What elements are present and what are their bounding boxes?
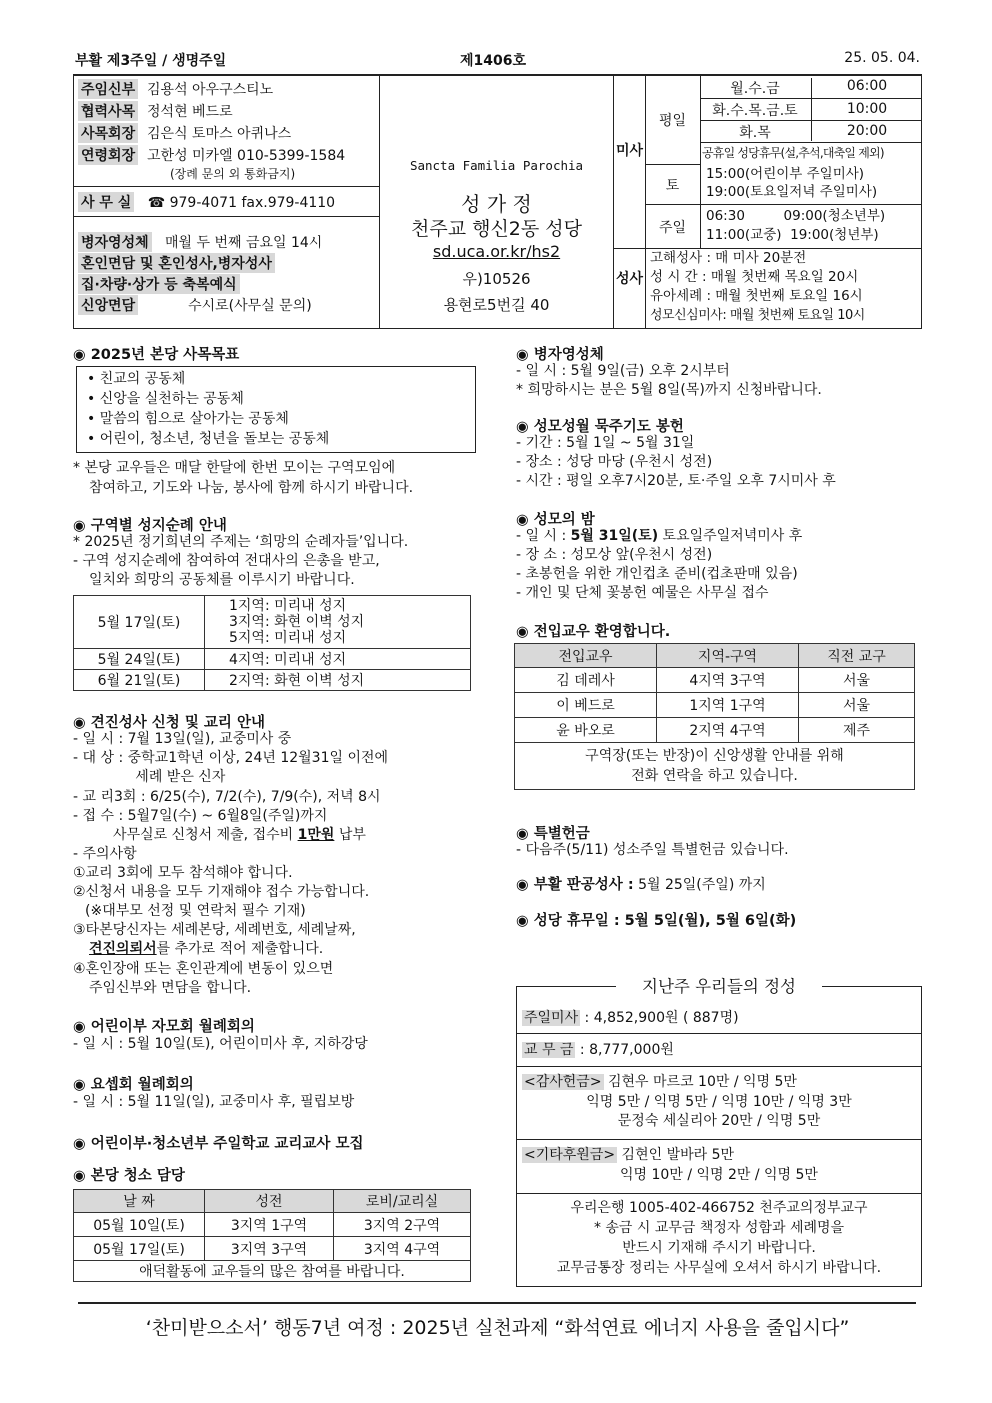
- rosary-title: ◉ 성모성월 묵주기도 봉헌: [516, 419, 684, 435]
- goals-note-2: 참여하고, 기도와 나눔, 봉사에 함께 하시기 바랍니다.: [89, 480, 414, 496]
- kids-meeting-date: - 일 시 : 5월 10일(토), 어린이미사 후, 지하강당: [73, 1036, 368, 1052]
- marian-mass-time: 성모신심미사: 매월 첫번째 토요일 10시: [650, 308, 865, 323]
- joseph-date: - 일 시 : 5월 11일(일), 교중미사 후, 필립보방: [73, 1094, 355, 1110]
- mass-row-3: 화.목 20:00: [700, 120, 921, 143]
- mary-night-candle: - 초봉헌을 위한 개인컵초 준비(컵초판매 있음): [516, 566, 798, 582]
- weekday-label: 평일: [645, 76, 701, 165]
- mass-label: 미사: [614, 76, 646, 249]
- table-header: 날 짜 성전 로비/교리실: [74, 1190, 471, 1213]
- issue-date: 25. 05. 04.: [844, 50, 920, 66]
- confirm-notes-title: - 주의사항: [73, 846, 137, 862]
- baptism-time: 유아세례 : 매월 첫번째 토요일 16시: [650, 288, 863, 304]
- indulgence-line: ◉ 부활 판공성사 : 5월 25일(주일) 까지: [516, 877, 766, 893]
- elder-contact: 고한성 미카엘 010-5399-1584: [147, 148, 346, 164]
- office-phone: 979-4071 fax.979-4110: [169, 195, 336, 211]
- liturgical-day: 부활 제3주일 / 생명주일: [75, 53, 227, 69]
- confirm-note-4b: 주임신부와 면담을 합니다.: [89, 980, 252, 996]
- parish-panel: [380, 76, 614, 328]
- sick-comm-note: * 희망하시는 분은 5월 8일(목)까지 신청바랍니다.: [516, 382, 822, 398]
- confirm-target: - 대 상 : 중학교1학년 이상, 24년 12월31일 이전에: [73, 750, 389, 766]
- cleaning-table: [73, 1189, 471, 1282]
- table-row: 5월 17일(토) 1지역: 미리내 성지 3지역: 화현 이벽 성지 5지역: 미리내 성지: [74, 596, 471, 649]
- table-header: 전입교우 지역-구역 직전 교구: [515, 644, 915, 668]
- goals-note: * 본당 교우들은 매달 한달에 한번 모이는 구역모임에: [73, 460, 396, 476]
- mass-row-1: 월.수.금 06:00: [700, 76, 921, 99]
- sick-schedule: 매월 두 번째 금요일 14시: [164, 235, 323, 251]
- mary-night-date: - 일 시 : 5월 31일(토) 토요일주일저녁미사 후: [516, 528, 803, 544]
- closed-days: ◉ 성당 휴무일 : 5월 5일(월), 5월 6일(화): [516, 913, 797, 929]
- rosary-period: - 기간 : 5월 1일 ~ 5월 31일: [516, 435, 695, 451]
- confirm-title: ◉ 견진성사 신청 및 교리 안내: [73, 715, 265, 731]
- cleaning-title: ◉ 본당 청소 담당: [73, 1168, 185, 1184]
- table-row: 애덕활동에 교우들의 많은 참여를 바랍니다.: [74, 1261, 471, 1282]
- info-box: [73, 74, 922, 329]
- offering-box: [516, 977, 922, 1287]
- parish-latin: Sancta Familia Parochia: [409, 158, 584, 173]
- goals-title: ◉ 2025년 본당 사목목표: [73, 347, 240, 363]
- special-title: ◉ 특별헌금: [516, 826, 590, 842]
- offering-other: <기타후원금> 김현인 발바라 5만: [524, 1147, 735, 1163]
- offering-title: 지난주 우리들의 정성: [642, 977, 796, 996]
- welcome-title: ◉ 전입교우 환영합니다.: [516, 624, 671, 640]
- confirm-note-3: ③타본당신자는 세례본당, 세례번호, 세례날짜,: [73, 922, 356, 938]
- mary-night-flower: - 개인 및 단체 꽃봉헌 예물은 사무실 접수: [516, 585, 769, 601]
- goal-item: • 어린이, 청소년, 청년을 돌보는 공동체: [87, 431, 330, 447]
- confirm-note-2b: (※대부모 선정 및 연락처 필수 기재): [85, 903, 306, 919]
- welcome-table: [514, 643, 915, 790]
- pastor-name: 김용석 아우구스티노: [147, 82, 274, 98]
- mass-row-2: 화.수.목.금.토 10:00: [700, 98, 921, 121]
- office-label: 사 무 실: [78, 192, 134, 212]
- blessing-label: 집·차량·상가 등 축복예식: [78, 274, 240, 294]
- offering-dues: 교 무 금 : 8,777,000원: [524, 1042, 674, 1058]
- offering-other-2: 익명 10만 / 익명 2만 / 익명 5만: [620, 1167, 818, 1183]
- holiday-note: 공휴일 성당휴무(설,추석,대축일 제외): [702, 146, 884, 160]
- pilgrim-line-1: * 2025년 정기희년의 주제는 ‘희망의 순례자들’입니다.: [73, 534, 409, 550]
- table-row: 05월 17일(토) 3지역 3구역 3지역 4구역: [74, 1237, 471, 1261]
- confirm-target-2: 세례 받은 신자: [73, 769, 226, 785]
- goal-item: • 신앙을 실천하는 공동체: [87, 391, 244, 407]
- rosary-time: - 시간 : 평일 오후7시20분, 토·주일 오후 7시미사 후: [516, 473, 836, 489]
- offering-thanks: <감사헌금> 김현우 마르코 10만 / 익명 5만: [524, 1074, 797, 1090]
- table-row: 이 베드로 1지역 1구역 서울: [515, 693, 915, 718]
- offering-sunday: 주일미사 : 4,852,900원 ( 887명): [524, 1010, 739, 1026]
- confirm-reception: - 접 수 : 5월7일(수) ~ 6월8일(주일)까지: [73, 808, 328, 824]
- confirm-note-1: ①교리 3회에 모두 참석해야 합니다.: [73, 865, 293, 881]
- sick-label: 병자영성체: [78, 232, 152, 252]
- joseph-title: ◉ 요셉회 월례회의: [73, 1077, 194, 1093]
- confession-time: 고해성사 : 매 미사 20분전: [650, 250, 807, 266]
- confirm-classes: - 교 리3회 : 6/25(수), 7/2(수), 7/9(수), 저녁 8시: [73, 789, 381, 805]
- confirm-note-2: ②신청서 내용을 모두 기재해야 접수 가능합니다.: [73, 884, 370, 900]
- holy-hour-time: 성 시 간 : 매월 첫번째 목요일 20시: [650, 269, 859, 285]
- bank-account: 우리은행 1005-402-466752 천주교의정부교구: [570, 1200, 868, 1216]
- assist-name: 정석현 베드로: [147, 104, 233, 120]
- marriage-label: 혼인면담 및 혼인성사,병자성사: [78, 253, 275, 273]
- confirm-date: - 일 시 : 7월 13일(일), 교중미사 중: [73, 731, 292, 747]
- parish-title: 성 가 정: [461, 192, 532, 216]
- table-row: 6월 21일(토) 2지역: 화현 이벽 성지: [74, 670, 471, 691]
- elder-label: 연령회장: [78, 145, 138, 165]
- goal-item: • 친교의 공동체: [87, 371, 186, 387]
- assist-label: 협력사목: [78, 101, 138, 121]
- bank-note-2: 반드시 기재해 주시기 바랍니다.: [622, 1240, 816, 1256]
- bank-note-1: * 송금 시 교무금 책정자 성함과 세례명을: [593, 1220, 845, 1236]
- sick-comm-title: ◉ 병자영성체: [516, 347, 604, 363]
- teacher-title: ◉ 어린이부·청소년부 주일학교 교리교사 모집: [73, 1136, 364, 1152]
- saturday-mass-1: 15:00(어린이부 주일미사): [706, 166, 865, 182]
- council-name: 김은식 토마스 아퀴나스: [147, 126, 292, 142]
- pilgrim-table: [73, 595, 471, 691]
- goals-box: [76, 366, 476, 453]
- council-label: 사목회장: [78, 123, 138, 143]
- faith-schedule: 수시로(사무실 문의): [188, 298, 312, 314]
- confirm-note-3b: 견진의뢰서를 추가로 적어 제출합니다.: [89, 941, 324, 957]
- rosary-place: - 장소 : 성당 마당 (우천시 성전): [516, 454, 713, 470]
- pilgrim-title: ◉ 구역별 성지순례 안내: [73, 518, 227, 534]
- elder-note: (장례 문의 외 통화금지): [170, 167, 296, 181]
- mary-night-title: ◉ 성모의 밤: [516, 512, 595, 528]
- issue-number: 제1406호: [460, 53, 527, 69]
- bank-note-3: 교무금통장 정리는 사무실에 오셔서 하시기 바랍니다.: [556, 1260, 882, 1276]
- faith-label: 신앙면담: [78, 295, 138, 315]
- footer-slogan: ‘찬미받으소서’ 행동7년 여정 : 2025년 실천과제 “화석연료 에너지 사용을 줄입시다”: [145, 1317, 850, 1339]
- pilgrim-line-2: - 구역 성지순례에 참여하여 전대사의 은총을 받고,: [73, 553, 380, 569]
- table-row: 윤 바오로 2지역 4구역 제주: [515, 718, 915, 743]
- kids-meeting-title: ◉ 어린이부 자모회 월례회의: [73, 1019, 255, 1035]
- table-row: 05월 10일(토) 3지역 1구역 3지역 2구역: [74, 1213, 471, 1237]
- sunday-mass-1: 06:30 09:00(청소년부): [706, 208, 886, 224]
- table-row: 구역장(또는 반장)이 신앙생활 안내를 위해 전화 연락을 하고 있습니다.: [515, 743, 915, 790]
- parish-name: 천주교 행신2동 성당: [411, 218, 582, 240]
- confirm-note-4: ④혼인장애 또는 혼인관계에 변동이 있으면: [73, 961, 334, 977]
- schedule-panel: [614, 76, 921, 328]
- table-row: 김 데레사 4지역 3구역 서울: [515, 668, 915, 693]
- offering-thanks-2: 익명 5만 / 익명 5만 / 익명 10만 / 익명 3만: [586, 1094, 852, 1110]
- offering-thanks-3: 문정숙 세실리아 20만 / 익명 5만: [617, 1113, 821, 1129]
- footer-divider: [78, 1302, 916, 1304]
- sacrament-label: 성사: [614, 248, 646, 328]
- mary-night-place: - 장 소 : 성모상 앞(우천시 성전): [516, 547, 713, 563]
- phone-icon: ☎: [147, 195, 166, 211]
- saturday-label: 토: [645, 164, 701, 205]
- parish-postal: 우)10526: [462, 270, 531, 288]
- sunday-label: 주일: [645, 204, 701, 248]
- confirm-fee: 사무실로 신청서 제출, 접수비 1만원 납부: [73, 827, 366, 843]
- pastor-label: 주임신부: [78, 79, 138, 99]
- pilgrim-line-3: 일치와 희망의 공동체를 이루시기 바랍니다.: [89, 572, 355, 588]
- contact-panel: [74, 76, 380, 328]
- parish-address: 용현로5번길 40: [443, 296, 550, 314]
- special-note: - 다음주(5/11) 성소주일 특별헌금 있습니다.: [516, 842, 789, 858]
- goal-item: • 말씀의 힘으로 살아가는 공동체: [87, 411, 289, 427]
- sunday-mass-2: 11:00(교중) 19:00(청년부): [706, 227, 879, 243]
- parish-url[interactable]: sd.uca.or.kr/hs2: [432, 242, 561, 261]
- sick-comm-date: - 일 시 : 5월 9일(금) 오후 2시부터: [516, 363, 730, 379]
- table-row: 5월 24일(토) 4지역: 미리내 성지: [74, 649, 471, 670]
- saturday-mass-2: 19:00(토요일저녁 주일미사): [706, 184, 878, 200]
